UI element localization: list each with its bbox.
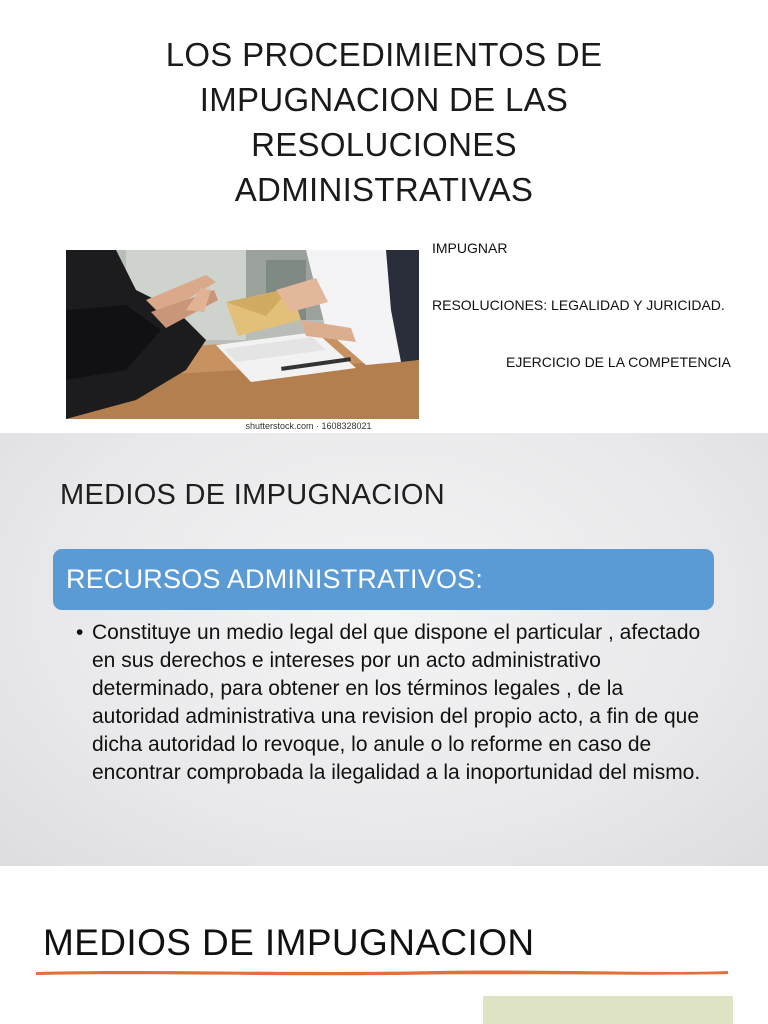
slide-2 <box>0 433 768 866</box>
stock-photo <box>66 250 419 433</box>
handshake-refusal-illustration <box>66 250 419 419</box>
slide-2-heading: MEDIOS DE IMPUGNACION <box>60 479 445 511</box>
slide-3 <box>0 866 768 1024</box>
keyword-ejercicio: EJERCICIO DE LA COMPETENCIA <box>506 354 731 370</box>
keyword-resoluciones: RESOLUCIONES: LEGALIDAD Y JURICIDAD. <box>432 297 725 313</box>
bullet-text: Constituye un medio legal del que dispone el particular , afectado en sus derechos e intereses por un acto administrativo determinado, para obtener en los términos legales , de la autoridad administrativa una revision del propio acto, a fin de que dicha autoridad lo revoque, lo anule o lo reforme en caso de encontrar comprobada la ilegalidad a la inoportunidad del mismo. <box>92 621 701 784</box>
brush-underline <box>36 968 728 976</box>
recursos-banner <box>53 549 714 610</box>
content-box <box>483 996 733 1024</box>
keyword-impugnar: IMPUGNAR <box>432 240 508 256</box>
photo-credit: shutterstock.com · 1608328021 <box>132 419 419 433</box>
title-line-3: RESOLUCIONES <box>251 126 517 163</box>
bullet-item <box>76 619 716 787</box>
bullet-dot: • <box>76 621 84 644</box>
slide-3-heading: MEDIOS DE IMPUGNACION <box>43 922 535 963</box>
slide-1 <box>0 0 768 433</box>
title-line-2: IMPUGNACION DE LAS <box>199 81 569 118</box>
slide-title <box>60 32 708 212</box>
title-line-4: ADMINISTRATIVAS <box>234 171 534 208</box>
title-line-1: LOS PROCEDIMIENTOS DE <box>165 36 603 73</box>
banner-label: RECURSOS ADMINISTRATIVOS: <box>66 564 484 594</box>
